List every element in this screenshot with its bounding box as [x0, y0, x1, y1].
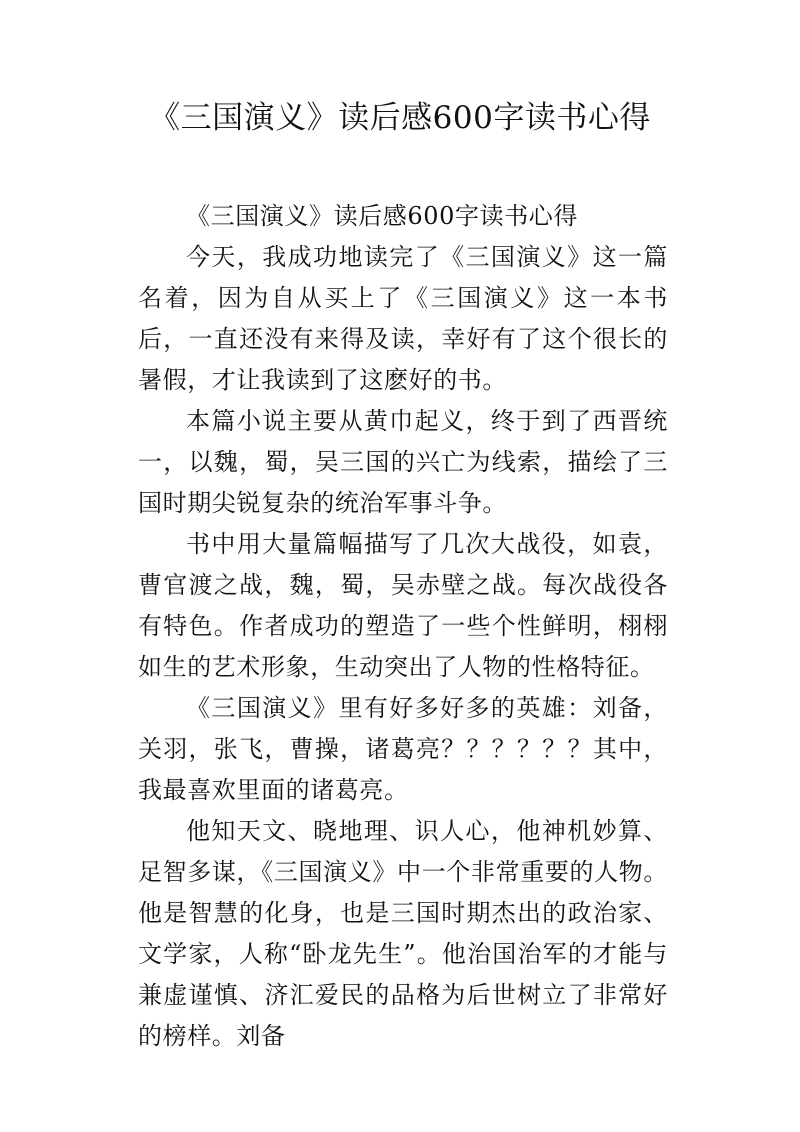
document-title: 《三国演义》读后感600字读书心得 — [149, 100, 651, 136]
paragraph: 今天，我成功地读完了《三国演义》这一篇名着，因为自从买上了《三国演义》这一本书后，一直还没有来得及读，幸好有了这个很长的暑假，才让我读到了这麽好的书。 — [138, 243, 668, 394]
paragraph: 书中用大量篇幅描写了几次大战役，如袁，曹官渡之战，魏，蜀，吴赤壁之战。每次战役各有特色。作者成功的塑造了一些个性鲜明，栩栩如生的艺术形象，生动突出了人物的性格特征。 — [138, 530, 668, 681]
paragraph: 《三国演义》里有好多好多的英雄：刘备，关羽，张飞，曹操，诸葛亮？？？？？？其中，我最喜欢里面的诸葛亮。 — [138, 694, 668, 804]
paragraph: 他知天文、晓地理、识人心，他神机妙算、足智多谋，《三国演义》中一个非常重要的人物。他是智慧的化身，也是三国时期杰出的政治家、文学家，人称“卧龙先生”。他治国治军的才能与兼虚谨慎、济汇爱民的品格为后世树立了非常好的榜样。刘备 — [138, 817, 668, 1050]
paragraph: 本篇小说主要从黄巾起义，终于到了西晋统一，以魏，蜀，吴三国的兴亡为线索，描绘了三国时期尖锐复杂的统治军事斗争。 — [138, 407, 668, 517]
paragraph-subtitle: 《三国演义》读后感600字读书心得 — [186, 202, 579, 230]
document-body — [138, 196, 668, 1057]
